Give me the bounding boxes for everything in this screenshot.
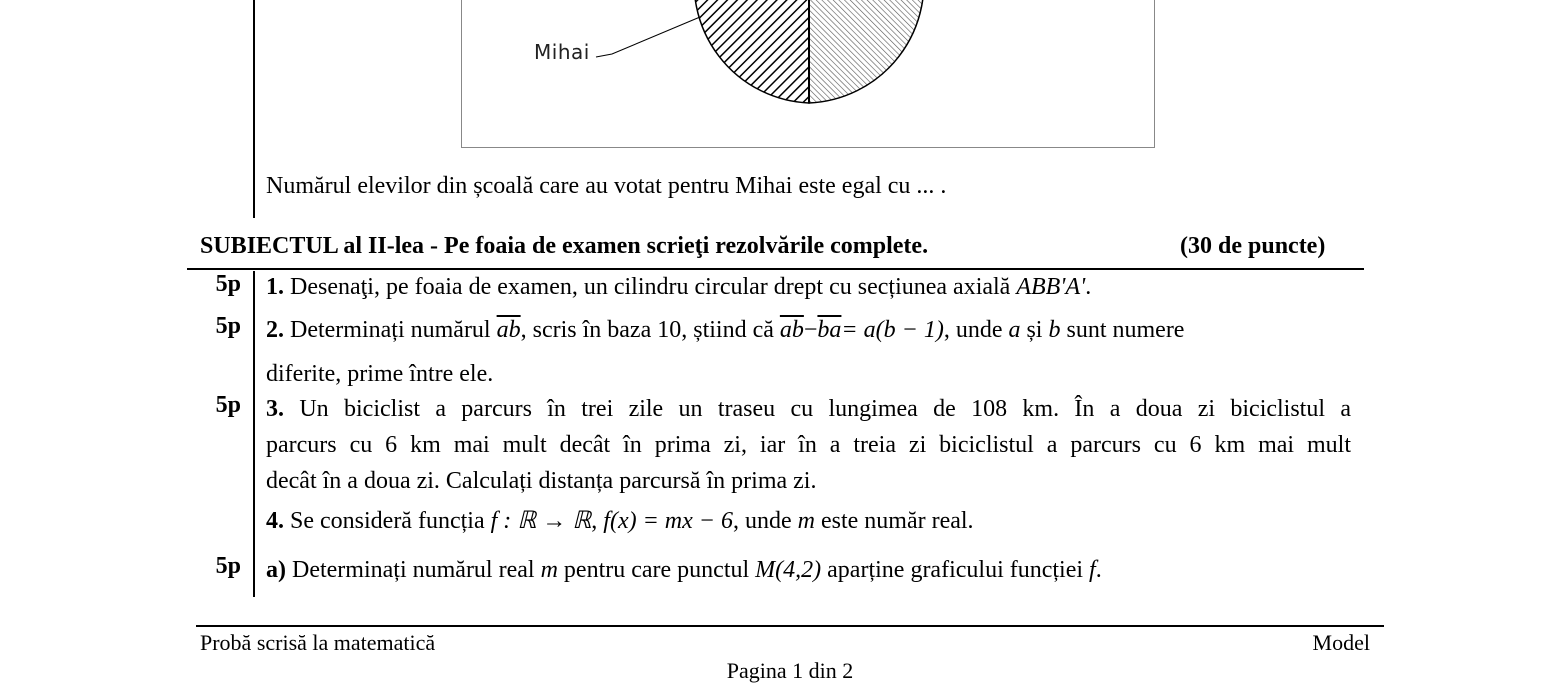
table-vertical-rule-top [253,0,255,218]
item4-t2: , unde [732,508,792,534]
item2-t4: și [1026,317,1043,343]
item4a-math-M: M(4,2) [755,557,822,583]
item2-t5: sunt numere [1066,317,1185,343]
item2-t2: , scris în baza 10, știind că [520,317,774,343]
item2-math-paren: (b − 1) [875,317,944,343]
item1-end: . [1085,274,1092,300]
pie-slice-other [809,0,924,103]
item2-number: 2. [266,317,284,343]
item2-minus: − [803,317,818,343]
item1-points: 5p [215,271,241,297]
item2-t1: Determinați numărul [290,317,491,343]
item4-t3: este număr real. [820,508,974,534]
item3-line1-text: Un biciclist a parcurs în trei zile un traseu cu lungimea de 108 km. În a doua zi biciclistul a [299,396,1352,422]
item4a-t1: Determinați numărul real [292,557,535,583]
item4a-text [266,552,1102,588]
pie-slice-mihai [694,0,809,103]
item4-math-m: m [797,508,815,534]
item1-math: ABB'A' [1016,274,1086,300]
item2-math-ab2: $\overline{ab}$ [779,317,804,343]
footer-rule [196,625,1384,627]
item3-line1 [266,391,1351,427]
item2-line1 [266,312,1351,348]
pie-chart [462,0,1155,148]
item4-text [266,503,974,539]
item2-math-b: b [1048,317,1061,343]
item3-line2: parcurs cu 6 km mai mult decât în prima zi, iar în a treia zi biciclistul a parcurs cu 6 km mai mult [266,432,1351,458]
mihai-leader-line [596,17,700,57]
section2-title: SUBIECTUL al II-lea - Pe foaia de examen scrieţi rezolvările complete. [200,233,929,259]
item4a-points: 5p [215,553,241,579]
item4a-math-f: f [1089,557,1096,583]
item4a-t3: aparține graficului funcției [827,557,1084,583]
item4a-end: . [1095,557,1102,583]
item2-math-eq: = a [841,317,876,343]
item4-math-fx: f(x) = mx − 6 [603,508,733,534]
footer-left: Probă scrisă la matematică [200,630,436,655]
item1-number: 1. [266,274,284,300]
item2-math-a: a [1008,317,1021,343]
item2-math-ab: $\overline{ab}$ [496,317,521,343]
item4a-label: a) [266,557,286,583]
item3-number: 3. [266,396,284,422]
item1-body: Desenaţi, pe foaia de examen, un cilindru circular drept cu secțiunea axială [290,274,1011,300]
item2-points: 5p [215,313,241,339]
item4-math-f: f : ℝ → ℝ [490,508,592,534]
item3-points: 5p [215,392,241,418]
section2-points: (30 de puncte) [1180,233,1326,259]
item4a-t2: pentru care punctul [563,557,750,583]
table-vertical-rule-bottom [253,271,255,597]
item2-math-ba: $\overline{ba}$ [817,317,842,343]
footer-page: Pagina 1 din 2 [726,658,854,683]
pie-label-mihai: Mihai [534,40,590,64]
pie-chart-figure [461,0,1155,148]
item3-line3: decât în a doua zi. Calculați distanța parcursă în prima zi. [266,468,817,494]
footer-right: Model [1312,630,1370,655]
item2-t3: , unde [943,317,1003,343]
item2-line2: diferite, prime între ele. [266,361,494,387]
item1-text [266,269,1091,305]
item4-number: 4. [266,508,284,534]
item4-sep: , [591,508,598,534]
item4-t1: Se consideră funcția [290,508,485,534]
prev-question-text: Numărul elevilor din școală care au votat pentru Mihai este egal cu ... . [266,173,947,199]
item4a-math-m: m [540,557,558,583]
